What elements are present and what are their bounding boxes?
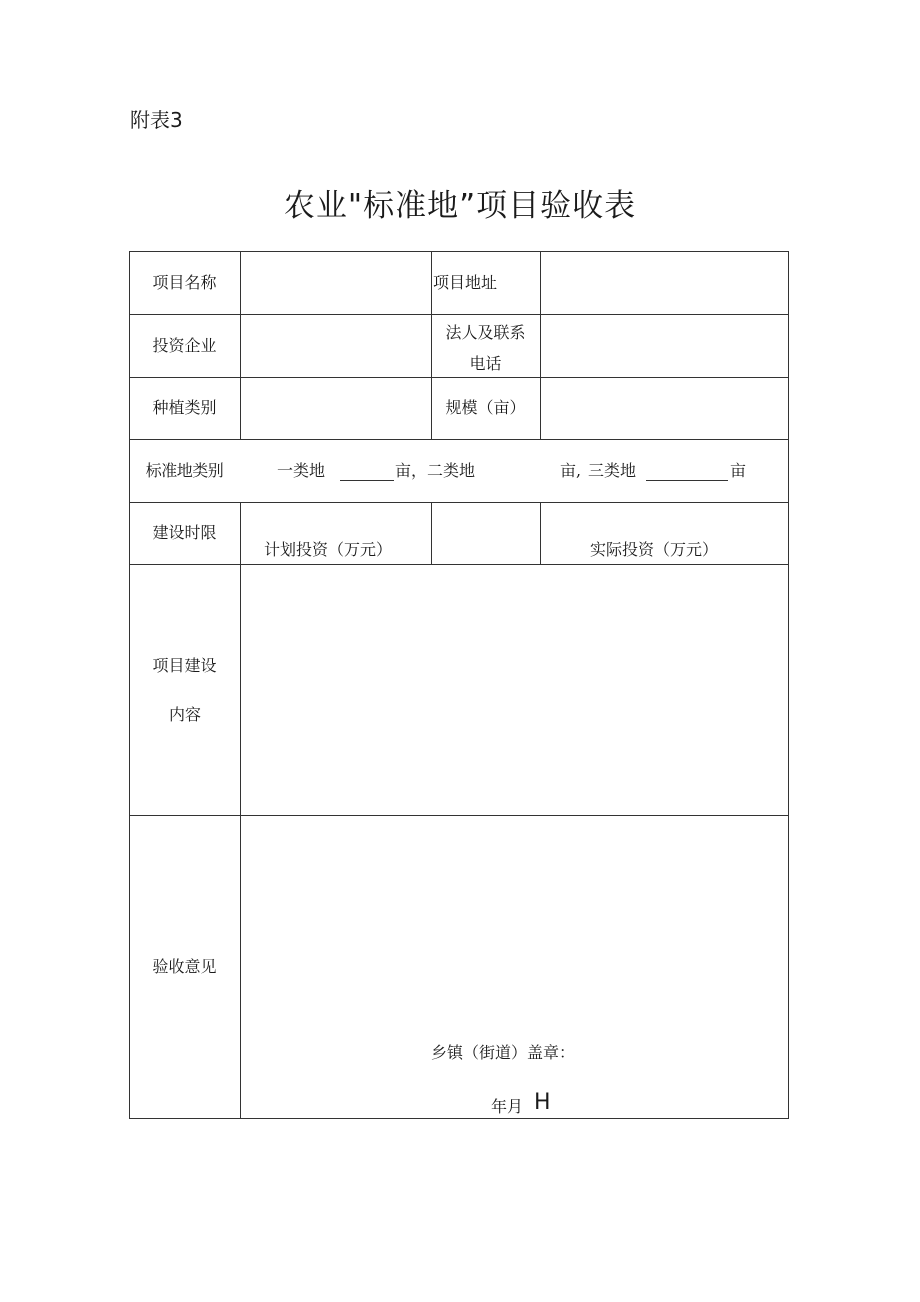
land-class-unit-2: 亩, [560,461,582,480]
label-content-line2: 内容 [169,705,202,724]
class1-acreage-blank [340,466,394,481]
label-actual-investment: 实际投资（万元） [590,540,719,559]
row-divider [129,314,789,315]
row-divider [129,439,789,440]
date-day: H [534,1090,551,1115]
seal-label: 乡镇（街道）盖章： [431,1043,576,1062]
acceptance-opinion-field[interactable] [242,817,786,1007]
label-scale: 规模（亩） [445,398,526,417]
label-legal-contact-line2: 电话 [469,354,502,373]
land-class-1: 一类地 [277,461,326,480]
column-divider [431,502,432,564]
label-project-address: 项目地址 [433,273,498,292]
table-border-bottom [129,1118,789,1119]
label-content-line1: 项目建设 [152,656,217,675]
row-divider [129,377,789,378]
land-class-unit-3: 亩 [730,461,747,480]
table-border-top [129,251,789,252]
label-crop-type: 种植类别 [152,398,217,417]
form-title: 农业"标准地”项目验收表 [283,188,637,224]
label-construction-period: 建设时限 [152,523,217,542]
label-legal-contact-line1: 法人及联系 [445,323,526,342]
date-year-month: 年月 [491,1097,524,1116]
land-class-unit-1: 亩，二类地 [395,461,476,480]
column-divider [540,251,541,439]
row-divider [129,502,789,503]
project-content-field[interactable] [242,566,786,813]
acceptance-table [129,251,789,1119]
label-land-class: 标准地类别 [145,461,224,480]
column-divider [240,251,241,439]
table-border-right [788,251,789,1119]
class3-acreage-blank [646,466,728,481]
label-opinion: 验收意见 [152,957,217,976]
column-divider [540,502,541,564]
label-investor: 投资企业 [152,336,217,355]
column-divider [240,502,241,1119]
land-class-3: 三类地 [588,461,637,480]
label-planned-investment: 计划投资（万元） [264,540,393,559]
annex-label: 附表3 [130,108,183,132]
label-project-name: 项目名称 [152,273,217,292]
table-border-left [129,251,130,1119]
row-divider [129,564,789,565]
row-divider [129,815,789,816]
